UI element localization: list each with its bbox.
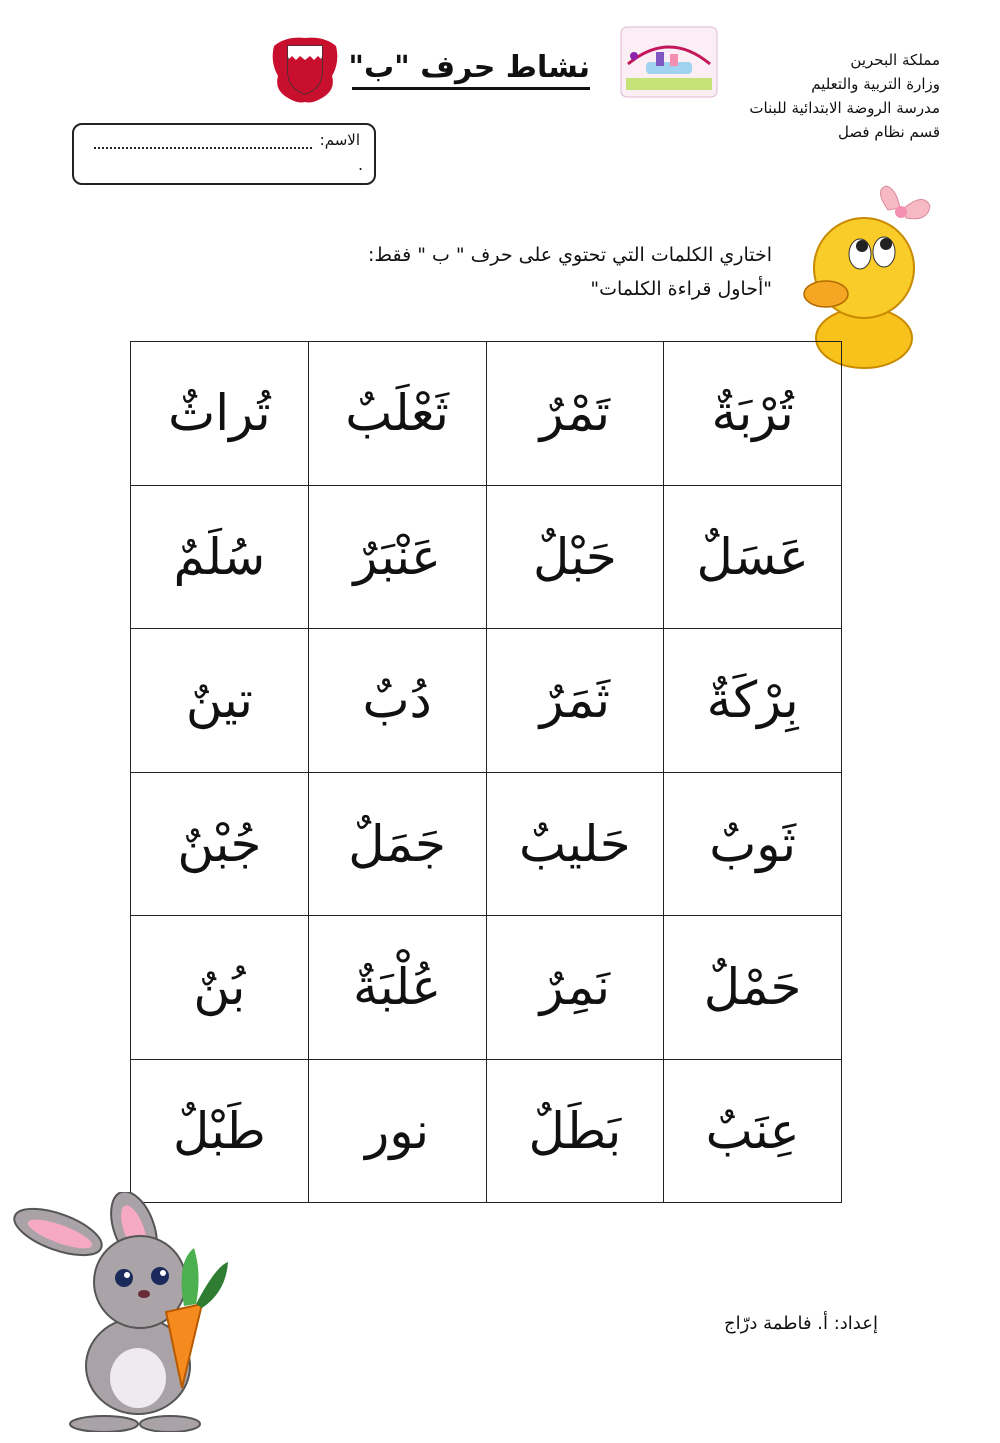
word-cell[interactable]: جُبْنٌ: [131, 773, 309, 917]
rabbit-icon: [6, 1192, 232, 1432]
name-label: الاسم:: [319, 131, 360, 149]
name-dotted-line[interactable]: [94, 131, 312, 149]
word-cell[interactable]: بَطَلٌ: [487, 1060, 665, 1204]
author-credit: إعداد: أ. فاطمة درّاج: [724, 1313, 878, 1334]
word-cell[interactable]: عُلْبَةٌ: [309, 916, 487, 1060]
school-info: [680, 48, 940, 144]
coat-of-arms-icon: [268, 32, 342, 106]
word-cell[interactable]: نَمِرٌ: [487, 916, 665, 1060]
word-cell[interactable]: بُنٌ: [131, 916, 309, 1060]
word-cell[interactable]: عَسَلٌ: [664, 486, 842, 630]
word-cell[interactable]: عِنَبٌ: [664, 1060, 842, 1204]
word-cell[interactable]: بِرْكَةٌ: [664, 629, 842, 773]
instruction-line-2: "أحاول قراءة الكلمات": [590, 278, 772, 300]
instruction-line-1: اختاري الكلمات التي تحتوي على حرف " ب " فقط:: [368, 244, 772, 266]
word-cell[interactable]: حَليبٌ: [487, 773, 665, 917]
word-cell[interactable]: حَبْلٌ: [487, 486, 665, 630]
school-line-school: مدرسة الروضة الابتدائية للبنات: [749, 99, 940, 117]
word-cell[interactable]: حَمْلٌ: [664, 916, 842, 1060]
word-cell[interactable]: تينٌ: [131, 629, 309, 773]
name-box[interactable]: [72, 123, 376, 185]
word-cell[interactable]: ثَعْلَبٌ: [309, 342, 487, 486]
instructions: [280, 238, 772, 306]
school-logo: [620, 26, 718, 98]
word-cell[interactable]: ثَمَرٌ: [487, 629, 665, 773]
name-dot: .: [358, 155, 364, 174]
word-cell[interactable]: طَبْلٌ: [131, 1060, 309, 1204]
word-cell[interactable]: تُراثٌ: [131, 342, 309, 486]
school-line-kingdom: مملكة البحرين: [850, 51, 940, 69]
word-cell[interactable]: تَمْرٌ: [487, 342, 665, 486]
word-cell[interactable]: دُبٌ: [309, 629, 487, 773]
word-grid: [130, 341, 842, 1203]
page-title: نشاط حرف "ب": [352, 50, 590, 90]
word-cell[interactable]: نور: [309, 1060, 487, 1204]
word-cell[interactable]: ثَوبٌ: [664, 773, 842, 917]
school-line-department: قسم نظام فصل: [838, 123, 940, 141]
word-cell[interactable]: سُلَمٌ: [131, 486, 309, 630]
word-cell[interactable]: تُرْبَةٌ: [664, 342, 842, 486]
school-line-ministry: وزارة التربية والتعليم: [811, 75, 940, 93]
word-cell[interactable]: جَمَلٌ: [309, 773, 487, 917]
word-cell[interactable]: عَنْبَرٌ: [309, 486, 487, 630]
